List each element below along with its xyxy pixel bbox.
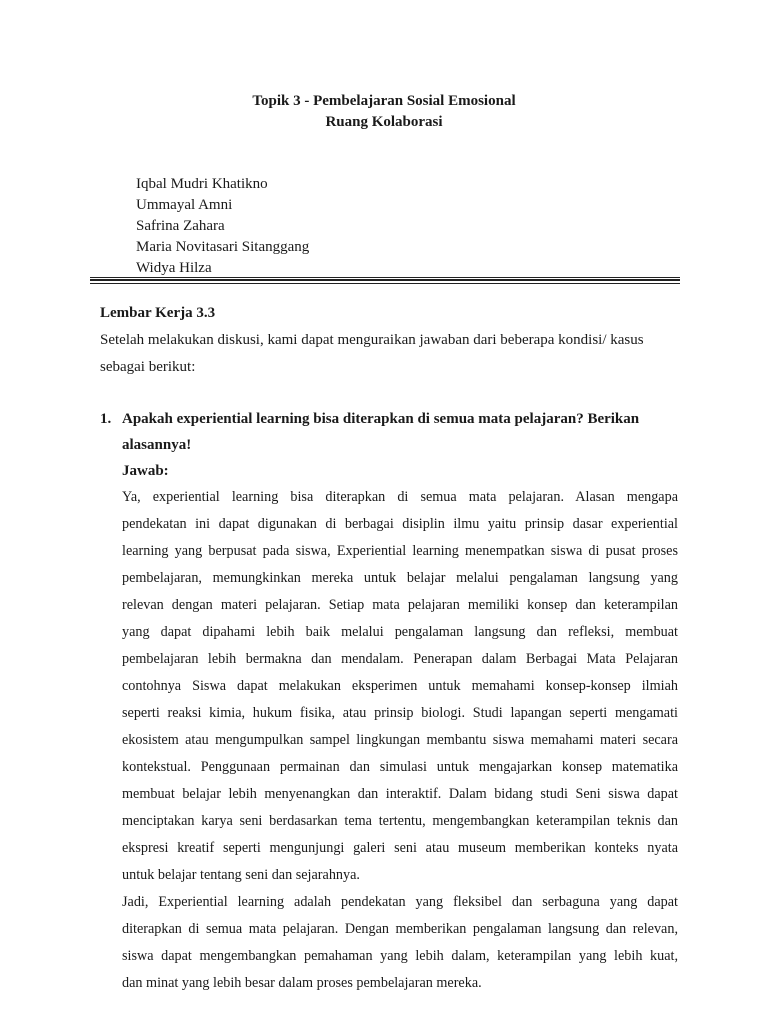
answer-line: untuk belajar tentang seni dan sejarahnya. (122, 867, 360, 883)
answer-line: menciptakan karya seni berdasarkan tema tertentu, mengembangkan keterampilan teknis dan (122, 813, 678, 829)
intro-text: sebagai berikut: (100, 359, 196, 375)
document-title: Topik 3 - Pembelajaran Sosial Emosional (252, 93, 516, 109)
author-name: Iqbal Mudri Khatikno (136, 176, 268, 192)
divider-line (90, 279, 680, 281)
answer-line: kontekstual. Penggunaan permainan dan simulasi untuk mengajarkan konsep matematika (122, 759, 678, 775)
answer-line: pembelajaran, memungkinkan mereka untuk belajar melalui pengalaman langsung yang (122, 570, 678, 586)
author-list (136, 174, 309, 279)
answer-line: seperti reaksi kimia, hukum fisika, atau prinsip biologi. Studi lapangan seperti mengamati (122, 705, 678, 721)
section-heading: Lembar Kerja 3.3 (100, 305, 216, 321)
answer-line: dan minat yang lebih besar dalam proses pembelajaran mereka. (122, 975, 482, 991)
answer-line: diterapkan di semua mata pelajaran. Dengan memberikan pengalaman langsung dan relevan, (122, 921, 678, 937)
divider-line (90, 283, 680, 284)
answer-line: pendekatan ini dapat digunakan di berbagai disiplin ilmu yaitu prinsip dasar experiential (122, 516, 678, 532)
question-text: alasannya! (122, 437, 192, 453)
answer-line: relevan dengan materi pelajaran. Setiap mata pelajaran memiliki konsep dan keterampilan (122, 597, 678, 613)
answer-line: pembelajaran lebih bermakna dan mendalam. Penerapan dalam Berbagai Mata Pelajaran (122, 651, 678, 667)
divider-line (90, 277, 680, 278)
answer-line: learning yang berpusat pada siswa, Experiential learning menempatkan siswa di pusat proses (122, 543, 678, 559)
author-name: Safrina Zahara (136, 218, 225, 234)
author-name: Ummayal Amni (136, 197, 233, 213)
answer-label: Jawab: (122, 463, 169, 479)
intro-text: Setelah melakukan diskusi, kami dapat menguraikan jawaban dari beberapa kondisi/ kasus (100, 332, 644, 348)
question-number: 1. (100, 411, 112, 427)
answer-line: yang dapat dipahami lebih baik melalui pengalaman langsung dan refleksi, membuat (122, 624, 678, 640)
answer-line: siswa dapat mengembangkan pemahaman yang lebih dalam, keterampilan yang lebih kuat, (122, 948, 678, 964)
author-name: Maria Novitasari Sitanggang (136, 239, 310, 255)
document-subtitle: Ruang Kolaborasi (325, 114, 443, 130)
answer-line: Jadi, Experiential learning adalah pendekatan yang fleksibel dan serbaguna yang dapat (122, 894, 678, 910)
answer-line: membuat belajar lebih menyenangkan dan interaktif. Dalam bidang studi Seni siswa dapat (122, 786, 678, 802)
answer-line: contohnya Siswa dapat melakukan eksperimen untuk memahami konsep-konsep ilmiah (122, 678, 678, 694)
answer-line: ekspresi kreatif seperti mengunjungi galeri seni atau museum memberikan konteks nyata (122, 840, 678, 856)
answer-line: Ya, experiential learning bisa diterapkan di semua mata pelajaran. Alasan mengapa (122, 489, 678, 505)
author-name: Widya Hilza (136, 260, 212, 276)
answer-line: ekosistem atau mengumpulkan sampel lingkungan membantu siswa memahami materi secara (122, 732, 678, 748)
question-text: Apakah experiential learning bisa diterapkan di semua mata pelajaran? Berikan (122, 411, 640, 427)
